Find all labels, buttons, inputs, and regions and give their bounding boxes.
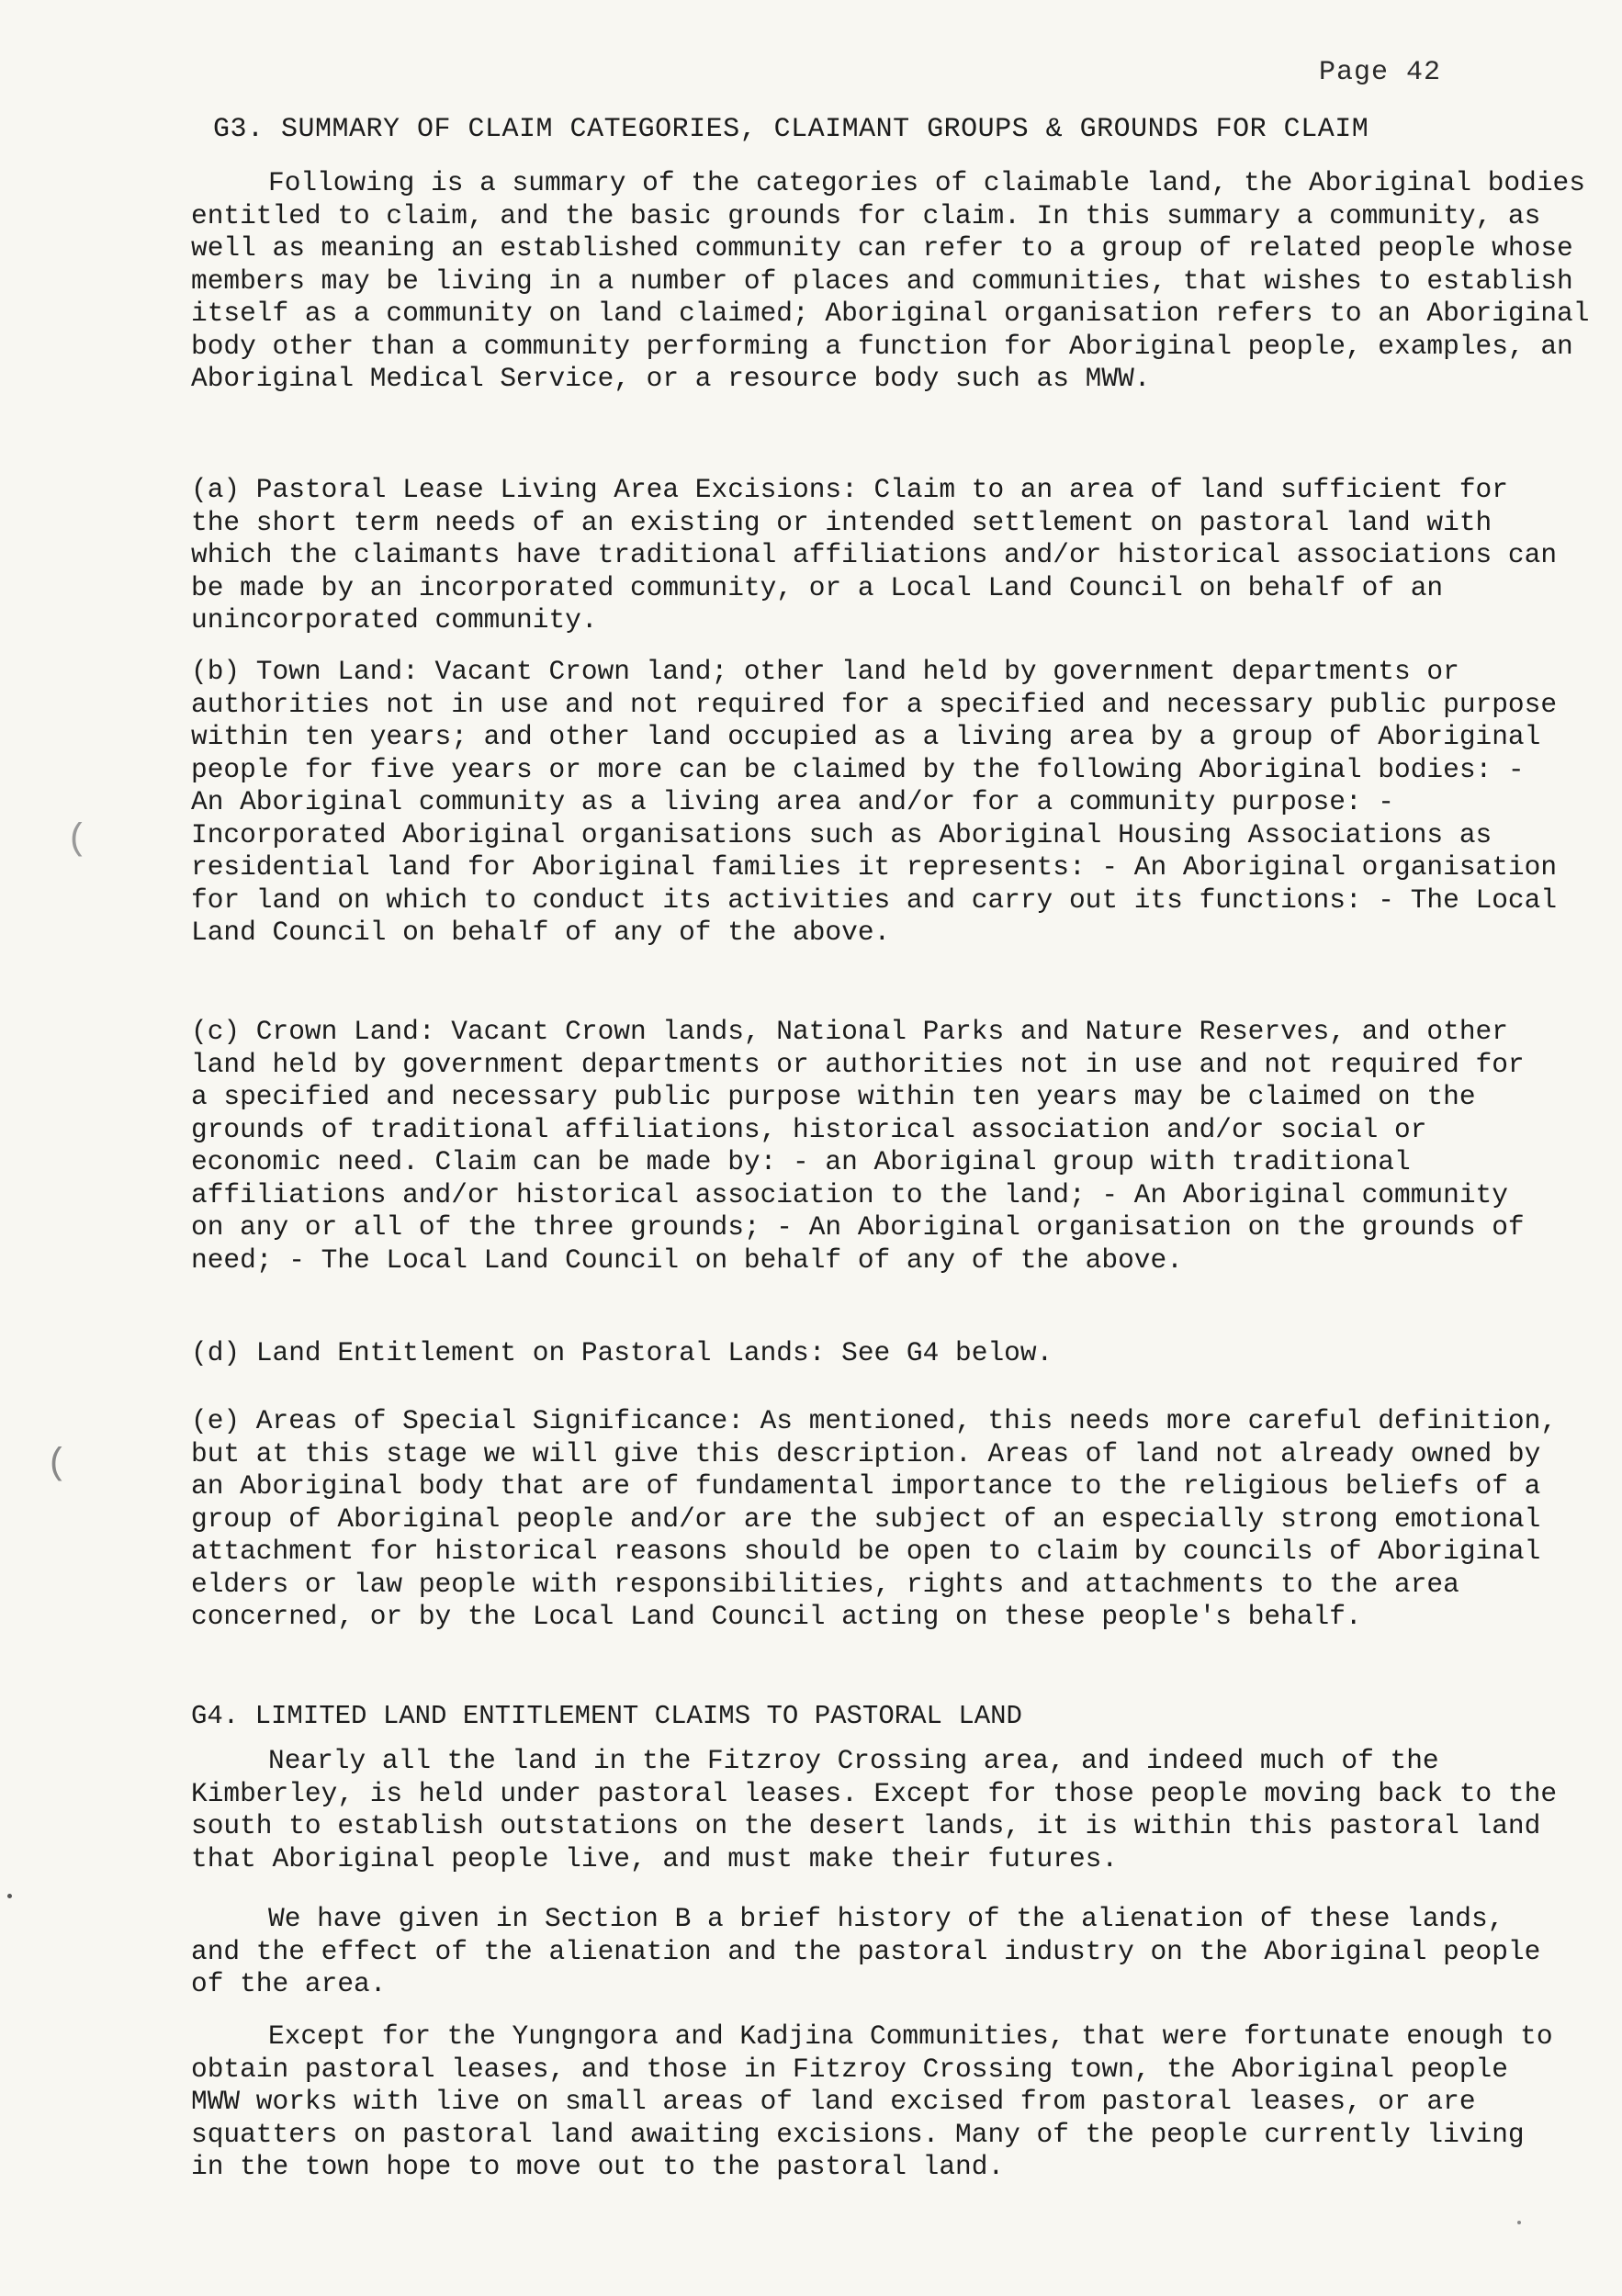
section-g3-heading: G3. SUMMARY OF CLAIM CATEGORIES, CLAIMANT GROUPS & GROUNDS FOR CLAIM xyxy=(213,114,1369,145)
page-number: Page 42 xyxy=(1319,57,1442,88)
scan-artifact-speck xyxy=(1517,2221,1521,2224)
section-g4-paragraph: We have given in Section B a brief history of the alienation of these lands, and the effect of the alienation and the pastoral industry on the Aboriginal people of the area. xyxy=(191,1903,1558,1999)
claim-category-d: (d) Land Entitlement on Pastoral Lands: See G4 below. xyxy=(191,1337,1053,1368)
claim-category-e: (e) Areas of Special Significance: As mentioned, this needs more careful definition, but at this stage we will give this description. Areas of land not already owned by an Aboriginal body that are of fundamental importance to the religious beliefs of a group of Aboriginal people and/or are the subject of an especially strong emotional attachment for historical reasons should be open to claim by councils of Aboriginal elders or law people with responsibilities, rights and attachments to the area concerned, or by the Local Land Council acting on these people's behalf. xyxy=(191,1405,1573,1632)
section-g4-paragraph: Except for the Yungngora and Kadjina Communities, that were fortunate enough to obtain pastoral leases, and those in Fitzroy Crossing town, the Aboriginal people MWW works with live on small areas of land excised from pastoral leases, or are squatters on pastoral land awaiting excisions. Many of the people currently living in the town hope to move out to the pastoral land. xyxy=(191,2020,1570,2182)
claim-category-c: (c) Crown Land: Vacant Crown lands, National Parks and Nature Reserves, and other land held by government departments or authorities not in use and not required for a specified and necessary public purpose within ten years may be claimed on the grounds of traditional affiliations, historical association and/or social or economic need. Claim can be made by: - an Aboriginal group with traditional affiliations and/or historical association to the land; - An Aboriginal community on any or all of the three grounds; - An Aboriginal organisation on the grounds of need; - The Local Land Council on behalf of any of the above. xyxy=(191,1016,1541,1276)
section-g4-heading: G4. LIMITED LAND ENTITLEMENT CLAIMS TO PASTORAL LAND xyxy=(191,1701,1022,1731)
scan-artifact-mark: ( xyxy=(46,1444,69,1485)
claim-category-b: (b) Town Land: Vacant Crown land; other land held by government departments or authorities not in use and not required for a specified and necessary public purpose within ten years; and other land occupied as a living area by a group of Aboriginal people for five years or more can be claimed by the following Aboriginal bodies: - An Aboriginal community as a living area and/or for a community purpose: - Incorporated Aboriginal organisations such as Aboriginal Housing Associations as residential land for Aboriginal families it represents: - An Aboriginal organisation for land on which to conduct its activities and carry out its functions: - The Local Land Council on behalf of any of the above. xyxy=(191,656,1573,948)
scan-artifact-speck xyxy=(7,1894,12,1898)
section-g3-intro-paragraph: Following is a summary of the categories of claimable land, the Aboriginal bodies entitled to claim, and the basic grounds for claim. In this summary a community, as well as meaning an established community can refer to a group of related people whose members may be living in a number of places and communities, that wishes to establish itself as a community on land claimed; Aboriginal organisation refers to an Aboriginal body other than a community performing a function for Aboriginal people, examples, an Aboriginal Medical Service, or a resource body such as MWW. xyxy=(191,167,1606,394)
claim-category-a: (a) Pastoral Lease Living Area Excisions: Claim to an area of land sufficient for the short term needs of an existing or intended settlement on pastoral land with which the claimants have traditional affiliations and/or historical associations can be made by an incorporated community, or a Local Land Council on behalf of an unincorporated community. xyxy=(191,474,1573,636)
section-g4-paragraph: Nearly all the land in the Fitzroy Crossing area, and indeed much of the Kimberley, is held under pastoral leases. Except for those people moving back to the south to establish outstations on the desert lands, it is within this pastoral land that Aboriginal people live, and must make their futures. xyxy=(191,1745,1573,1874)
scan-artifact-mark: ( xyxy=(66,819,89,861)
